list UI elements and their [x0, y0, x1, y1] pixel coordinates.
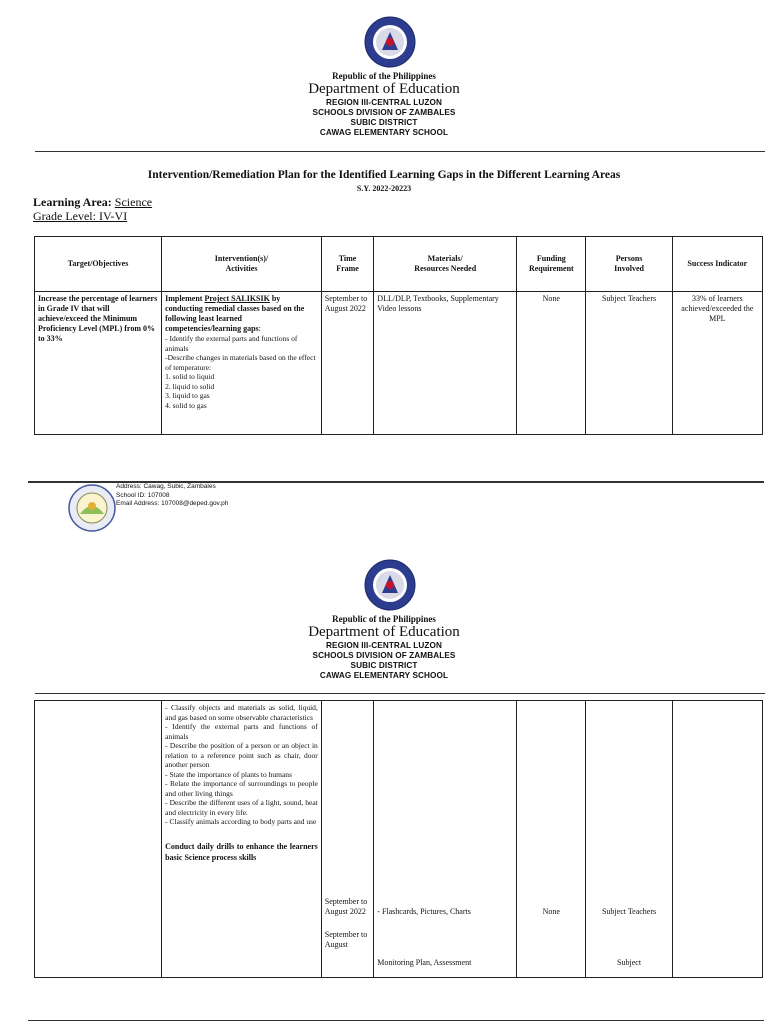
competency-item: - Identify the external parts and functions of animals — [165, 334, 298, 353]
plan-table — [34, 236, 763, 435]
footer-divider — [28, 1020, 764, 1021]
cell-time — [321, 701, 374, 978]
competency-item: -Describe changes in materials based on the effect of temperature: — [165, 353, 316, 372]
department-text: Department of Education — [308, 81, 460, 97]
competency-item: - State the importance of plants to humans — [165, 769, 292, 779]
competency-item: - Relate the importance of surroundings to people and other living things — [165, 779, 318, 798]
doc-header — [0, 71, 768, 138]
department-text: Department of Education — [308, 624, 460, 640]
col-header-persons: Persons Involved — [586, 237, 672, 292]
deped-seal-icon — [364, 16, 416, 68]
competency-item: 3. liquid to gas — [165, 391, 210, 400]
division-text: SCHOOLS DIVISION OF ZAMBALES — [312, 108, 456, 117]
persons-1: Subject Teachers — [601, 907, 657, 916]
cell-success — [672, 701, 762, 978]
competency-item: 2. liquid to solid — [165, 381, 215, 391]
learning-area — [33, 195, 152, 210]
header-divider — [35, 151, 765, 152]
document-page-2 — [0, 545, 768, 1024]
cell-intervention: Implement Project SALIKSIK by conducting remedial classes based on the following least learned competencies/learning gaps: - Identify the external parts and functions of animals -Describe changes in materials based on the effect of temperature: 1. solid to liquid 2. liquid to solid 3. liquid to gas 4. solid to gas — [162, 292, 322, 435]
persons-2: Subject — [617, 958, 642, 967]
grade-level-value: IV-VI — [98, 209, 128, 223]
footer-address: Address: Cawag, Subic, Zambales — [116, 483, 216, 490]
funding-value: None — [542, 907, 560, 916]
cell-target — [35, 701, 162, 978]
school-text: CAWAG ELEMENTARY SCHOOL — [319, 671, 449, 680]
time-frame-1: September to August 2022 — [324, 897, 368, 916]
cell-persons: Subject Teachers — [586, 292, 672, 435]
footer-school-id: School ID: 107008 — [116, 491, 170, 499]
division-text: SCHOOLS DIVISION OF ZAMBALES — [312, 651, 456, 660]
time-frame-2: September to August — [324, 930, 368, 949]
col-header-materials: Materials/ Resources Needed — [374, 237, 517, 292]
cell-funding: None — [517, 292, 586, 435]
col-header-time: Time Frame — [321, 237, 374, 292]
cell-funding — [517, 701, 586, 978]
competency-item: - Classify objects and materials as solid, liquid, and gas based on some observable characteristics — [165, 703, 318, 722]
cell-time: September to August 2022 — [321, 292, 374, 435]
republic-text: Republic of the Philippines — [332, 614, 436, 624]
learning-area-label: Learning Area: — [33, 195, 115, 209]
col-header-target: Target/Objectives — [35, 237, 162, 292]
col-header-success: Success Indicator — [672, 237, 762, 292]
region-text: REGION III-CENTRAL LUZON — [326, 98, 442, 107]
materials-1: - Flashcards, Pictures, Charts — [377, 907, 471, 916]
plan-table-continued — [34, 700, 763, 978]
cell-intervention — [162, 701, 322, 978]
district-text: SUBIC DISTRICT — [350, 661, 418, 670]
competency-item: - Describe the different uses of a light, sound, heat and electricity in every life. — [165, 798, 318, 817]
doc-title: Intervention/Remediation Plan for the Identified Learning Gaps in the Different Learning Areas — [147, 169, 621, 181]
table-row — [35, 701, 763, 978]
school-logo-icon — [68, 484, 116, 532]
footer-info — [116, 483, 228, 509]
grade-level — [33, 209, 127, 224]
col-header-intervention: Intervention(s)/ Activities — [162, 237, 322, 292]
cell-persons — [586, 701, 672, 978]
competency-item: - Describe the position of a person or an object in relation to a reference point such as chair, door another person — [165, 741, 318, 769]
col-header-funding: Funding Requirement — [517, 237, 586, 292]
school-year: S.Y. 2022-20223 — [356, 184, 412, 193]
cell-success: 33% of learners achieved/exceeded the MPL — [672, 292, 762, 435]
competency-item: 1. solid to liquid — [165, 372, 215, 381]
district-text: SUBIC DISTRICT — [350, 118, 418, 127]
cell-materials: DLL/DLP, Textbooks, Supplementary Video lessons — [374, 292, 517, 435]
cell-target: Increase the percentage of learners in Grade IV that will achieve/exceed the Minimum Proficiency Level (MPL) from 0% to 33% — [35, 292, 162, 435]
republic-text: Republic of the Philippines — [332, 71, 436, 81]
deped-seal-icon — [364, 559, 416, 611]
table-row — [35, 292, 763, 435]
materials-2: Monitoring Plan, Assessment — [377, 958, 472, 967]
competency-item: - Identify the external parts and functions of animals — [165, 722, 318, 741]
table-header-row — [35, 237, 763, 292]
cell-materials — [374, 701, 517, 978]
school-text: CAWAG ELEMENTARY SCHOOL — [319, 128, 449, 137]
region-text: REGION III-CENTRAL LUZON — [326, 641, 442, 650]
doc-header — [0, 614, 768, 681]
footer-email: Email Address: 107008@deped.gov.ph — [116, 500, 229, 507]
competency-item: 4. solid to gas — [165, 400, 207, 410]
header-divider — [35, 693, 765, 694]
competency-item: - Classify animals according to body parts and use — [165, 817, 317, 826]
grade-level-label: Grade Level: — [33, 209, 99, 223]
learning-area-value: Science — [114, 195, 153, 209]
drill-text: Conduct daily drills to enhance the learners basic Science process skills — [165, 841, 318, 862]
